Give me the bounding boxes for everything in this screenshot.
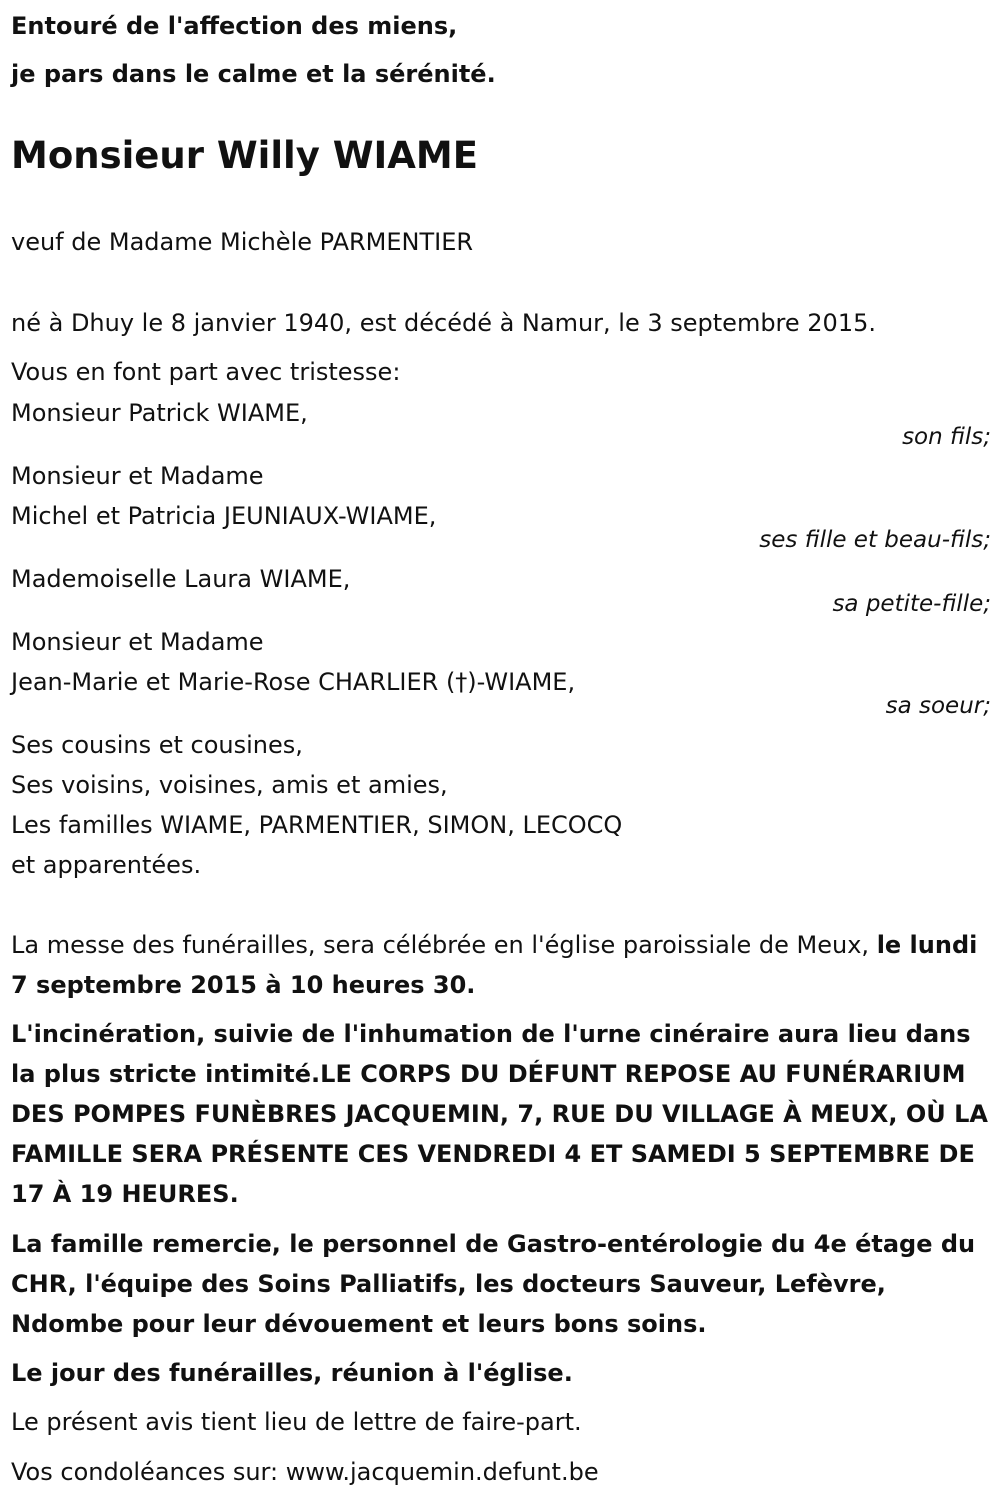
mourner-line: Monsieur Patrick WIAME, xyxy=(11,399,308,427)
other-mourners-line: Les familles WIAME, PARMENTIER, SIMON, LECOCQ xyxy=(11,811,623,839)
mourner-line: Monsieur et Madame xyxy=(11,462,264,490)
mourner-line: Mademoiselle Laura WIAME, xyxy=(11,565,351,593)
mourner-line: Monsieur et Madame xyxy=(11,628,264,656)
mass-text: La messe des funérailles, sera célébrée en l'église paroissiale de Meux, xyxy=(11,931,877,959)
mourner-relation: ses fille et beau-fils; xyxy=(759,527,991,553)
intro-line-1: Entouré de l'affection des miens, xyxy=(11,12,458,40)
mourner-relation: son fils; xyxy=(902,424,991,450)
thanks-paragraph: La famille remercie, le personnel de Gastro-entérologie du 4e étage du CHR, l'équipe des Soins Palliatifs, les docteurs Sauveur, Lefèvre, Ndombe pour leur dévouement et leurs bons soins. xyxy=(11,1230,976,1338)
announcement-heading: Vous en font part avec tristesse: xyxy=(11,358,401,386)
other-mourners-line: et apparentées. xyxy=(11,851,202,879)
other-mourners-line: Ses cousins et cousines, xyxy=(11,731,303,759)
deceased-name: Monsieur Willy WIAME xyxy=(11,134,479,177)
mourner-relation: sa soeur; xyxy=(885,693,991,719)
birth-death-line: né à Dhuy le 8 janvier 1940, est décédé à Namur, le 3 septembre 2015. xyxy=(11,309,876,337)
intro-line-2: je pars dans le calme et la sérénité. xyxy=(11,60,496,88)
other-mourners-line: Ses voisins, voisines, amis et amies, xyxy=(11,771,448,799)
mass-date: le lundi 7 septembre 2015 à 10 heures 30. xyxy=(11,931,978,999)
incineration-paragraph: L'incinération, suivie de l'inhumation de l'urne cinéraire aura lieu dans la plus stricte intimité.LE CORPS DU DÉFUNT REPOSE AU FUNÉRARIUM DES POMPES FUNÈBRES JACQUEMIN, 7, RUE DU VILLAGE À MEUX, OÙ LA FAMILLE SERA PRÉSENTE CES VENDREDI 4 ET SAMEDI 5 SEPTEMBRE DE 17 À 19 HEURES. xyxy=(11,1020,988,1208)
mourner-line: Michel et Patricia JEUNIAUX-WIAME, xyxy=(11,502,437,530)
meeting-line: Le jour des funérailles, réunion à l'église. xyxy=(11,1359,573,1387)
mass-paragraph xyxy=(11,925,991,1005)
mourner-relation: sa petite-fille; xyxy=(832,591,991,617)
condolences-line: Vos condoléances sur: www.jacquemin.defunt.be xyxy=(11,1458,599,1486)
notice-line: Le présent avis tient lieu de lettre de faire-part. xyxy=(11,1408,582,1436)
spouse-line: veuf de Madame Michèle PARMENTIER xyxy=(11,228,474,256)
mourner-line: Jean-Marie et Marie-Rose CHARLIER (†)-WIAME, xyxy=(11,668,576,696)
